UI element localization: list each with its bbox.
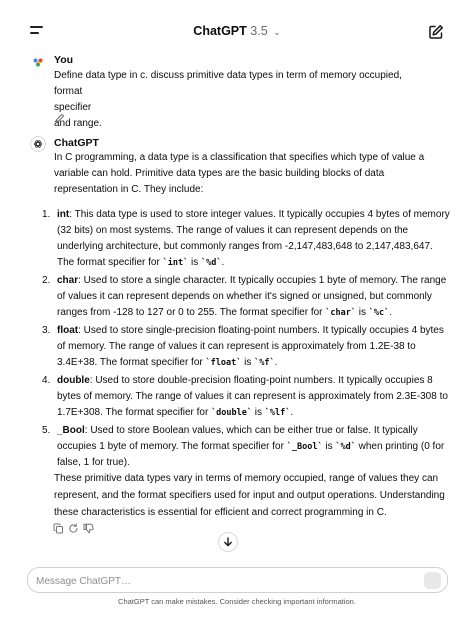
model-selector[interactable]	[0, 24, 474, 38]
list-item: 2. char: Used to store a single character. It typically occupies 1 byte of memory. The range of values it can represent depends on whether it's signed or unsigned, but commonly ranges from -128 to 127 or 0 to 255. The format specifier for `char` is `%c`.	[42, 275, 447, 318]
model-version: 3.5	[250, 24, 268, 38]
user-message-line: Define data type in c. discuss primitive data types in term of memory occupied, format	[54, 70, 402, 97]
disclaimer-text: ChatGPT can make mistakes. Consider checking important information.	[118, 597, 356, 606]
assistant-author: ChatGPT	[54, 137, 99, 149]
user-message-text	[54, 68, 414, 132]
assistant-intro: In C programming, a data type is a classification that specifies which type of value a variable can hold. Primitive data types are the basic building blocks of data representation in C. They include:	[54, 152, 425, 195]
thumbs-down-icon[interactable]	[83, 523, 94, 534]
pencil-icon[interactable]	[55, 113, 65, 123]
regenerate-icon[interactable]	[68, 523, 79, 534]
list-item: 3. float: Used to store single-precision floating-point numbers. It typically occupies 4 bytes of memory. The range of values it can represent is approximately from 1.2E-38 to 3.4E+38. The format specifier for `float` is `%f`.	[42, 325, 444, 368]
arrow-down-icon	[223, 537, 233, 547]
user-author: You	[54, 54, 74, 66]
user-message-line: and range.	[54, 118, 102, 129]
list-item: 1. int: This data type is used to store integer values. It typically occupies 4 bytes of memory (32 bits) on most systems. The range of values it can represent depends on the underlying architecture, but commonly ranges from -2,147,483,648 to 2,147,483,647. The format specifier for `int` is `%d`.	[42, 209, 450, 268]
assistant-outro: These primitive data types vary in terms of memory occupied, range of values they can represent, and the format specifiers used for input and output operations. Understanding these characteristics is essential for efficient and correct programming in C.	[54, 473, 445, 518]
user-avatar	[30, 54, 46, 70]
list-item: 4. double: Used to store double-precision floating-point numbers. It typically occupies 8 bytes of memory. The range of values it can represent is approximately from 2.3E-308 to 1.7E+308. The format specifier for `double` is `%lf`.	[42, 375, 448, 418]
list-item: 5. _Bool: Used to store Boolean values, which can be either true or false. It typically occupies 1 byte of memory. The format specifier for `_Bool` is `%d` when printing (0 for false, 1 for true).	[42, 425, 445, 468]
model-name: ChatGPT	[193, 24, 247, 38]
message-input[interactable]	[36, 573, 396, 589]
edit-square-icon[interactable]	[428, 24, 444, 40]
message-composer	[27, 567, 448, 593]
copy-icon[interactable]	[53, 523, 64, 534]
data-type-list	[30, 207, 450, 473]
top-bar	[0, 0, 474, 44]
chevron-down-icon: ⌄	[273, 27, 281, 37]
user-message-line: specifier	[54, 102, 92, 113]
send-button[interactable]	[424, 572, 441, 589]
chatgpt-logo-icon	[30, 136, 46, 152]
scroll-down-button[interactable]	[218, 532, 238, 552]
